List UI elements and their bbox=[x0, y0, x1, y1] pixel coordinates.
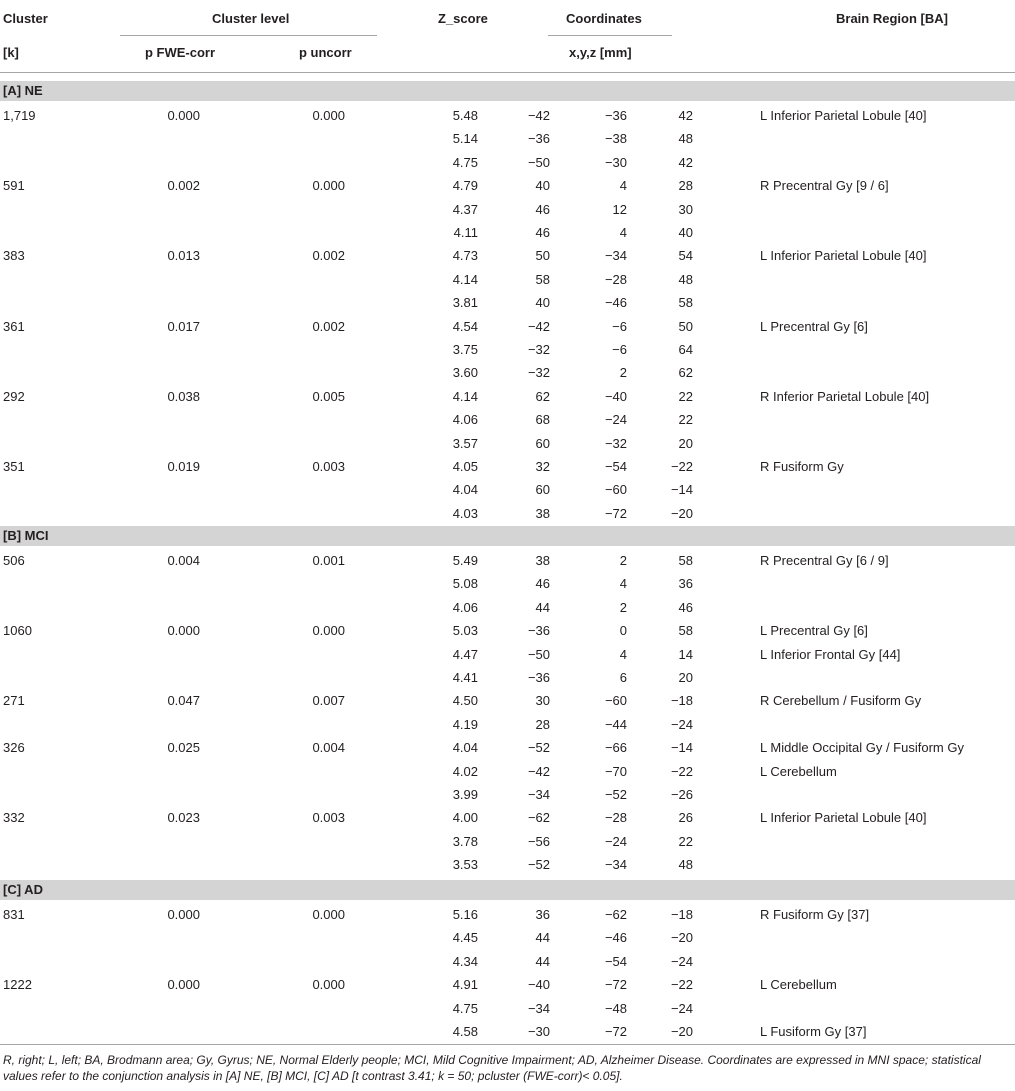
p-uncorr-cell: 0.000 bbox=[312, 623, 345, 639]
z-score-cell: 4.37 bbox=[452, 201, 478, 217]
coord-x-cell: 58 bbox=[535, 271, 550, 287]
table-row bbox=[0, 760, 1015, 783]
table-row bbox=[0, 830, 1015, 853]
z-score-cell: 4.75 bbox=[452, 1000, 478, 1016]
table-row bbox=[0, 973, 1015, 996]
table-row bbox=[0, 572, 1015, 595]
coord-z-cell: 58 bbox=[678, 623, 693, 639]
coord-x-cell: 36 bbox=[535, 907, 550, 922]
coord-y-cell: 6 bbox=[619, 670, 627, 685]
cluster-size-cell: 1060 bbox=[3, 623, 32, 639]
coord-y-cell: −6 bbox=[612, 342, 627, 357]
z-score-cell: 5.48 bbox=[452, 108, 478, 123]
header-cluster: Cluster bbox=[3, 11, 48, 26]
brain-region-cell: L Inferior Parietal Lobule [40] bbox=[760, 248, 927, 264]
coord-z-cell: −22 bbox=[670, 763, 693, 779]
table-row bbox=[0, 432, 1015, 455]
z-score-cell: 3.99 bbox=[452, 787, 478, 802]
coord-y-cell: −72 bbox=[604, 977, 627, 993]
coord-y-cell: −70 bbox=[604, 763, 627, 779]
coord-x-cell: 60 bbox=[535, 482, 550, 498]
coord-z-cell: −18 bbox=[670, 907, 693, 922]
p-uncorr-cell: 0.000 bbox=[312, 108, 345, 123]
coord-y-cell: −60 bbox=[604, 482, 627, 498]
coord-x-cell: −50 bbox=[527, 646, 550, 662]
coord-y-cell: −54 bbox=[604, 953, 627, 969]
table-row bbox=[0, 198, 1015, 221]
coord-z-cell: 30 bbox=[678, 201, 693, 217]
coord-z-cell: 40 bbox=[678, 225, 693, 240]
z-score-cell: 5.03 bbox=[452, 623, 478, 639]
header-brain-region: Brain Region [BA] bbox=[836, 11, 948, 26]
cluster-size-cell: 1,719 bbox=[3, 108, 36, 123]
z-score-cell: 3.81 bbox=[452, 295, 478, 311]
p-fwe-corr-cell: 0.000 bbox=[167, 907, 200, 922]
cluster-size-cell: 383 bbox=[3, 248, 25, 264]
p-fwe-corr-cell: 0.013 bbox=[167, 248, 200, 264]
section-title: [A] NE bbox=[3, 83, 43, 98]
z-score-cell: 4.50 bbox=[452, 693, 478, 709]
brain-region-cell: R Inferior Parietal Lobule [40] bbox=[760, 388, 930, 404]
coord-x-cell: −52 bbox=[527, 857, 550, 873]
table-row bbox=[0, 127, 1015, 150]
z-score-cell: 3.75 bbox=[452, 342, 478, 357]
z-score-cell: 5.49 bbox=[452, 553, 478, 568]
table-row bbox=[0, 689, 1015, 712]
z-score-cell: 4.02 bbox=[452, 763, 478, 779]
table-row bbox=[0, 408, 1015, 431]
cluster-size-cell: 351 bbox=[3, 459, 25, 474]
z-score-cell: 4.73 bbox=[452, 248, 478, 264]
p-uncorr-cell: 0.004 bbox=[312, 740, 345, 756]
coord-z-cell: 22 bbox=[678, 412, 693, 428]
coord-z-cell: −26 bbox=[670, 787, 693, 802]
table-row bbox=[0, 997, 1015, 1020]
table-row bbox=[0, 361, 1015, 384]
coord-z-cell: 54 bbox=[678, 248, 693, 264]
coord-x-cell: −36 bbox=[527, 670, 550, 685]
section-title: [C] AD bbox=[3, 882, 43, 897]
cluster-size-cell: 506 bbox=[3, 553, 25, 568]
coord-z-cell: −20 bbox=[670, 1024, 693, 1039]
table-row bbox=[0, 549, 1015, 572]
coord-z-cell: −18 bbox=[670, 693, 693, 709]
z-score-cell: 4.04 bbox=[452, 482, 478, 498]
coord-y-cell: −38 bbox=[604, 131, 627, 147]
header-z-score: Z_score bbox=[438, 11, 488, 26]
p-fwe-corr-cell: 0.000 bbox=[167, 623, 200, 639]
z-score-cell: 4.06 bbox=[452, 599, 478, 615]
z-score-cell: 4.06 bbox=[452, 412, 478, 428]
table-row bbox=[0, 713, 1015, 736]
coord-x-cell: −36 bbox=[527, 623, 550, 639]
section-title: [B] MCI bbox=[3, 528, 49, 543]
header-xyz: x,y,z [mm] bbox=[569, 45, 632, 60]
z-score-cell: 3.60 bbox=[452, 365, 478, 381]
coord-y-cell: −44 bbox=[604, 716, 627, 732]
coord-x-cell: −32 bbox=[527, 342, 550, 357]
p-fwe-corr-cell: 0.000 bbox=[167, 977, 200, 993]
z-score-cell: 4.41 bbox=[452, 670, 478, 685]
p-fwe-corr-cell: 0.038 bbox=[167, 388, 200, 404]
coord-y-cell: −46 bbox=[604, 930, 627, 946]
coord-x-cell: −42 bbox=[527, 318, 550, 334]
p-uncorr-cell: 0.007 bbox=[312, 693, 345, 709]
table-row bbox=[0, 783, 1015, 806]
section-header bbox=[0, 526, 1015, 546]
coord-y-cell: −62 bbox=[604, 907, 627, 922]
coord-z-cell: 22 bbox=[678, 388, 693, 404]
brain-region-cell: R Precentral Gy [9 / 6] bbox=[760, 178, 889, 194]
coord-y-cell: −6 bbox=[612, 318, 627, 334]
coord-z-cell: −20 bbox=[670, 930, 693, 946]
coord-z-cell: 14 bbox=[678, 646, 693, 662]
coord-x-cell: 46 bbox=[535, 225, 550, 240]
coord-x-cell: −30 bbox=[527, 1024, 550, 1039]
z-score-cell: 4.00 bbox=[452, 810, 478, 826]
coord-x-cell: −34 bbox=[527, 787, 550, 802]
coordinates-underline bbox=[548, 35, 672, 36]
table-row bbox=[0, 151, 1015, 174]
z-score-cell: 4.91 bbox=[452, 977, 478, 993]
coord-x-cell: 62 bbox=[535, 388, 550, 404]
z-score-cell: 4.45 bbox=[452, 930, 478, 946]
table-row bbox=[0, 903, 1015, 926]
coord-x-cell: 38 bbox=[535, 553, 550, 568]
brain-region-cell: L Inferior Parietal Lobule [40] bbox=[760, 108, 927, 123]
table-row bbox=[0, 385, 1015, 408]
coord-y-cell: 12 bbox=[612, 201, 627, 217]
coord-x-cell: 44 bbox=[535, 930, 550, 946]
coord-z-cell: 64 bbox=[678, 342, 693, 357]
coord-z-cell: 20 bbox=[678, 670, 693, 685]
coord-z-cell: 26 bbox=[678, 810, 693, 826]
coord-x-cell: 28 bbox=[535, 716, 550, 732]
coord-z-cell: 36 bbox=[678, 576, 693, 592]
z-score-cell: 4.58 bbox=[452, 1024, 478, 1039]
z-score-cell: 4.34 bbox=[452, 953, 478, 969]
table-row bbox=[0, 338, 1015, 361]
coord-y-cell: 4 bbox=[619, 576, 627, 592]
coord-y-cell: −72 bbox=[604, 505, 627, 521]
coord-y-cell: 4 bbox=[619, 225, 627, 240]
coord-z-cell: 48 bbox=[678, 271, 693, 287]
brain-region-cell: L Fusiform Gy [37] bbox=[760, 1024, 867, 1039]
table-row bbox=[0, 853, 1015, 876]
p-uncorr-cell: 0.000 bbox=[312, 178, 345, 194]
p-fwe-corr-cell: 0.019 bbox=[167, 459, 200, 474]
brain-region-cell: R Cerebellum / Fusiform Gy bbox=[760, 693, 922, 709]
z-score-cell: 5.16 bbox=[452, 907, 478, 922]
z-score-cell: 4.03 bbox=[452, 505, 478, 521]
table-row bbox=[0, 221, 1015, 244]
coord-x-cell: 46 bbox=[535, 576, 550, 592]
table-row bbox=[0, 596, 1015, 619]
coord-y-cell: 2 bbox=[619, 553, 627, 568]
section-header bbox=[0, 880, 1015, 900]
coord-y-cell: 0 bbox=[619, 623, 627, 639]
coord-z-cell: 58 bbox=[678, 553, 693, 568]
p-uncorr-cell: 0.003 bbox=[312, 459, 345, 474]
p-fwe-corr-cell: 0.047 bbox=[167, 693, 200, 709]
section-header bbox=[0, 81, 1015, 101]
z-score-cell: 5.14 bbox=[452, 131, 478, 147]
brain-region-cell: R Fusiform Gy [37] bbox=[760, 907, 870, 922]
z-score-cell: 4.14 bbox=[452, 271, 478, 287]
cluster-size-cell: 292 bbox=[3, 388, 25, 404]
coord-y-cell: −28 bbox=[604, 810, 627, 826]
header-row-2 bbox=[0, 42, 1015, 64]
coord-z-cell: 42 bbox=[678, 154, 693, 170]
table-row bbox=[0, 291, 1015, 314]
brain-region-cell: L Cerebellum bbox=[760, 977, 837, 993]
brain-region-cell: L Inferior Frontal Gy [44] bbox=[760, 646, 901, 662]
table-row bbox=[0, 244, 1015, 267]
p-fwe-corr-cell: 0.025 bbox=[167, 740, 200, 756]
table-row bbox=[0, 1020, 1015, 1043]
coord-y-cell: −72 bbox=[604, 1024, 627, 1039]
brain-region-cell: L Precentral Gy [6] bbox=[760, 318, 868, 334]
p-uncorr-cell: 0.003 bbox=[312, 810, 345, 826]
brain-region-cell: L Inferior Parietal Lobule [40] bbox=[760, 810, 927, 826]
coord-y-cell: −30 bbox=[604, 154, 627, 170]
table-row bbox=[0, 950, 1015, 973]
header-bottom-rule bbox=[0, 72, 1015, 73]
coord-y-cell: −28 bbox=[604, 271, 627, 287]
coord-y-cell: 2 bbox=[619, 599, 627, 615]
coord-z-cell: 48 bbox=[678, 131, 693, 147]
coord-x-cell: −36 bbox=[527, 131, 550, 147]
cluster-size-cell: 361 bbox=[3, 318, 25, 334]
p-fwe-corr-cell: 0.002 bbox=[167, 178, 200, 194]
coord-z-cell: 20 bbox=[678, 435, 693, 451]
table-row bbox=[0, 806, 1015, 829]
p-uncorr-cell: 0.000 bbox=[312, 907, 345, 922]
coord-y-cell: −46 bbox=[604, 295, 627, 311]
p-fwe-corr-cell: 0.000 bbox=[167, 108, 200, 123]
coord-z-cell: −24 bbox=[670, 716, 693, 732]
coord-x-cell: −34 bbox=[527, 1000, 550, 1016]
coord-x-cell: 50 bbox=[535, 248, 550, 264]
brain-region-cell: R Precentral Gy [6 / 9] bbox=[760, 553, 889, 568]
coord-x-cell: −52 bbox=[527, 740, 550, 756]
cluster-level-underline bbox=[120, 35, 377, 36]
coord-x-cell: 68 bbox=[535, 412, 550, 428]
header-p-uncorr: p uncorr bbox=[299, 45, 352, 60]
table-row bbox=[0, 104, 1015, 127]
coord-y-cell: 2 bbox=[619, 365, 627, 381]
coord-y-cell: −34 bbox=[604, 857, 627, 873]
brain-region-cell: L Precentral Gy [6] bbox=[760, 623, 868, 639]
coord-x-cell: −62 bbox=[527, 810, 550, 826]
table-row bbox=[0, 643, 1015, 666]
header-cluster-level: Cluster level bbox=[212, 11, 290, 26]
coord-y-cell: −52 bbox=[604, 787, 627, 802]
coord-z-cell: −22 bbox=[670, 459, 693, 474]
table-bottom-rule bbox=[0, 1044, 1015, 1045]
coord-z-cell: 58 bbox=[678, 295, 693, 311]
p-fwe-corr-cell: 0.004 bbox=[167, 553, 200, 568]
coord-z-cell: −24 bbox=[670, 953, 693, 969]
coord-y-cell: −32 bbox=[604, 435, 627, 451]
coord-z-cell: 50 bbox=[678, 318, 693, 334]
p-uncorr-cell: 0.002 bbox=[312, 248, 345, 264]
coord-x-cell: −50 bbox=[527, 154, 550, 170]
header-coordinates: Coordinates bbox=[566, 11, 642, 26]
z-score-cell: 4.11 bbox=[453, 225, 478, 240]
p-fwe-corr-cell: 0.023 bbox=[167, 810, 200, 826]
z-score-cell: 4.54 bbox=[452, 318, 478, 334]
coord-z-cell: 42 bbox=[678, 108, 693, 123]
z-score-cell: 3.57 bbox=[452, 435, 478, 451]
coord-z-cell: 48 bbox=[678, 857, 693, 873]
z-score-cell: 3.53 bbox=[452, 857, 478, 873]
coord-y-cell: 4 bbox=[619, 178, 627, 194]
coord-y-cell: −24 bbox=[604, 412, 627, 428]
header-p-fwe: p FWE-corr bbox=[145, 45, 216, 60]
p-uncorr-cell: 0.002 bbox=[312, 318, 345, 334]
coord-x-cell: 46 bbox=[535, 201, 550, 217]
coord-x-cell: 30 bbox=[535, 693, 550, 709]
coord-z-cell: −22 bbox=[670, 977, 693, 993]
table-row bbox=[0, 478, 1015, 501]
coord-x-cell: −42 bbox=[527, 763, 550, 779]
table-footnote: R, right; L, left; BA, Brodmann area; Gy, Gyrus; NE, Normal Elderly people; MCI, Mild Cognitive Impairment; AD, Alzheimer Disease. Coordinates are expressed in MNI space; statistical values refer to the conjunction analysis in [A] NE, [B] MCI, [C] AD [t contrast 3.41; k = 50; pcluster (FWE-corr)< 0.05]. bbox=[3, 1053, 981, 1083]
coord-x-cell: 40 bbox=[535, 178, 550, 194]
table-row bbox=[0, 174, 1015, 197]
coord-y-cell: 4 bbox=[619, 646, 627, 662]
table-row bbox=[0, 736, 1015, 759]
p-fwe-corr-cell: 0.017 bbox=[167, 318, 200, 334]
brain-region-cell: L Cerebellum bbox=[760, 763, 837, 779]
coord-y-cell: −54 bbox=[604, 459, 627, 474]
coord-z-cell: 22 bbox=[678, 833, 693, 849]
table-row bbox=[0, 666, 1015, 689]
cluster-size-cell: 326 bbox=[3, 740, 25, 756]
z-score-cell: 4.79 bbox=[452, 178, 478, 194]
z-score-cell: 4.14 bbox=[452, 388, 478, 404]
coord-y-cell: −34 bbox=[604, 248, 627, 264]
cluster-size-cell: 332 bbox=[3, 810, 25, 826]
coord-z-cell: −14 bbox=[670, 482, 693, 498]
table-row bbox=[0, 502, 1015, 525]
coord-x-cell: 44 bbox=[535, 599, 550, 615]
header-cluster-k: [k] bbox=[3, 45, 19, 60]
table-row bbox=[0, 926, 1015, 949]
coord-y-cell: −36 bbox=[604, 108, 627, 123]
z-score-cell: 4.04 bbox=[452, 740, 478, 756]
coord-y-cell: −40 bbox=[604, 388, 627, 404]
brain-region-cell: R Fusiform Gy bbox=[760, 459, 844, 474]
coord-y-cell: −48 bbox=[604, 1000, 627, 1016]
coord-x-cell: −40 bbox=[527, 977, 550, 993]
cluster-size-cell: 831 bbox=[3, 907, 25, 922]
header-row-1 bbox=[0, 8, 1015, 30]
z-score-cell: 4.05 bbox=[452, 459, 478, 474]
cluster-size-cell: 271 bbox=[3, 693, 25, 709]
p-uncorr-cell: 0.000 bbox=[312, 977, 345, 993]
coord-y-cell: −24 bbox=[604, 833, 627, 849]
coord-z-cell: −14 bbox=[670, 740, 693, 756]
z-score-cell: 4.19 bbox=[452, 716, 478, 732]
coord-x-cell: −32 bbox=[527, 365, 550, 381]
coord-y-cell: −60 bbox=[604, 693, 627, 709]
table-row bbox=[0, 268, 1015, 291]
coord-x-cell: 32 bbox=[535, 459, 550, 474]
z-score-cell: 4.47 bbox=[452, 646, 478, 662]
coord-x-cell: 40 bbox=[535, 295, 550, 311]
table-row bbox=[0, 315, 1015, 338]
coord-z-cell: −24 bbox=[670, 1000, 693, 1016]
table-row bbox=[0, 619, 1015, 642]
coord-z-cell: 46 bbox=[678, 599, 693, 615]
coord-z-cell: 28 bbox=[678, 178, 693, 194]
z-score-cell: 3.78 bbox=[452, 833, 478, 849]
coord-y-cell: −66 bbox=[604, 740, 627, 756]
coord-x-cell: −56 bbox=[527, 833, 550, 849]
table-row bbox=[0, 455, 1015, 478]
coord-x-cell: 38 bbox=[535, 505, 550, 521]
coord-x-cell: −42 bbox=[527, 108, 550, 123]
z-score-cell: 5.08 bbox=[452, 576, 478, 592]
coord-z-cell: 62 bbox=[678, 365, 693, 381]
brain-region-cell: L Middle Occipital Gy / Fusiform Gy bbox=[760, 740, 964, 756]
z-score-cell: 4.75 bbox=[452, 154, 478, 170]
coord-x-cell: 44 bbox=[535, 953, 550, 969]
cluster-size-cell: 591 bbox=[3, 178, 25, 194]
p-uncorr-cell: 0.005 bbox=[312, 388, 345, 404]
cluster-size-cell: 1222 bbox=[3, 977, 32, 993]
coord-z-cell: −20 bbox=[670, 505, 693, 521]
p-uncorr-cell: 0.001 bbox=[312, 553, 345, 568]
coord-x-cell: 60 bbox=[535, 435, 550, 451]
